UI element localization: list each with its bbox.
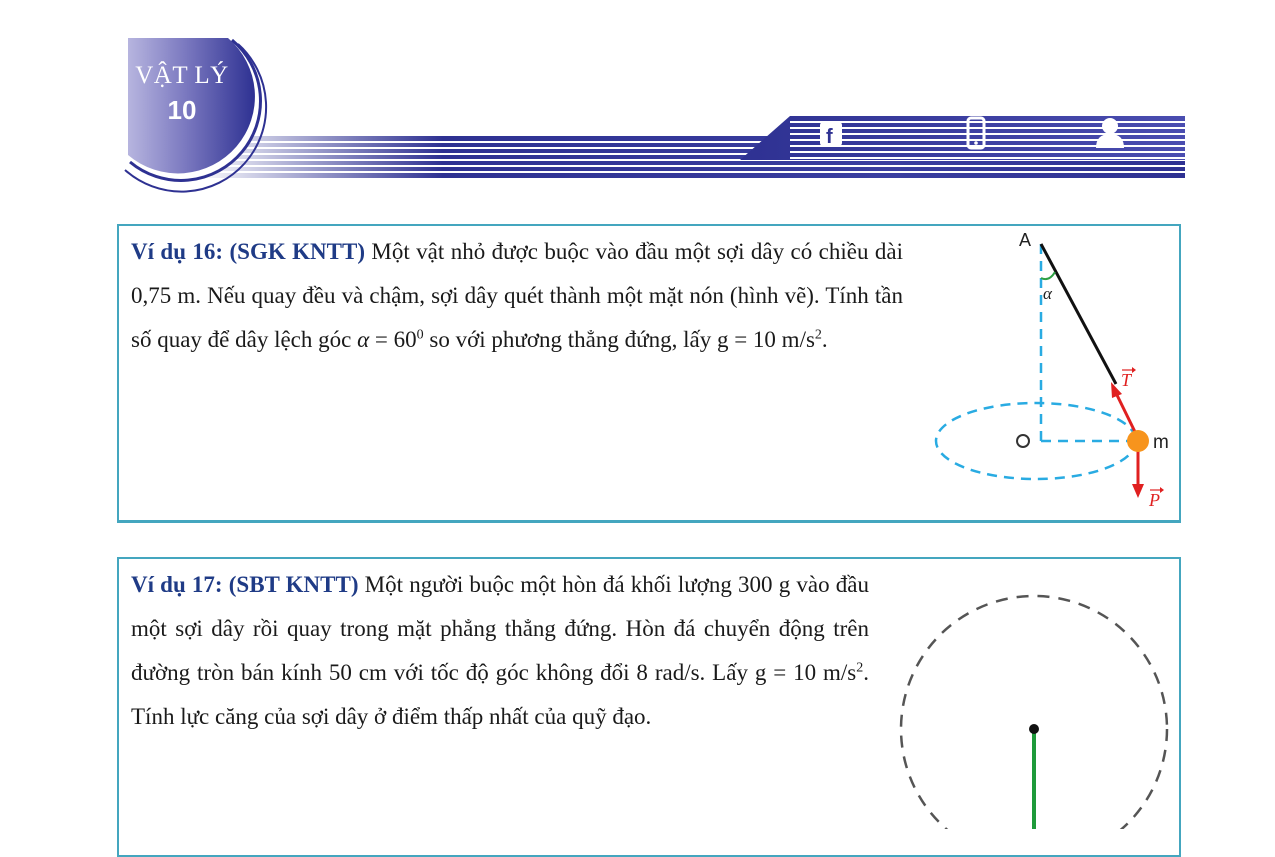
angle-arc: [1041, 272, 1055, 279]
unit-exponent-2: 2: [856, 660, 864, 676]
example-16-body-1: Một vật nhỏ được buộc vào đầu một sợi dây có chiều dài 0,75 m. Nếu quay đều và chậm, sợi dây quét thành một mặt nón (hình vẽ). Tính tần số quay để dây lệch góc: [131, 239, 903, 352]
example-17-label: Ví dụ 17: (SBT KNTT): [131, 572, 359, 597]
example-17-body-1: Một người buộc một hòn đá khối lượng 300 g vào đầu một sợi dây rồi quay trong mặt phẳng thẳng đứng. Hòn đá chuyển động trên đường tròn bán kính 50 cm với tốc độ góc không đổi 8 rad/s. Lấy g = 10 m/s: [131, 572, 869, 685]
conical-pendulum-figure: [931, 226, 1179, 520]
angle-symbol: α: [357, 327, 370, 352]
vertical-circle-figure: [889, 579, 1179, 829]
unit-exponent: 2: [814, 327, 822, 343]
example-17-text: [131, 563, 869, 739]
mass-ball: [1127, 430, 1149, 452]
weight-arrowhead: [1132, 484, 1144, 498]
example-16-box: [117, 224, 1181, 523]
svg-text:f: f: [826, 126, 833, 148]
pivot-point: [1029, 724, 1039, 734]
header-stripes: [195, 116, 1185, 178]
center-point: [1017, 435, 1029, 447]
point-a-label: A: [1019, 230, 1032, 250]
string-line: [1041, 244, 1116, 384]
example-16-end: .: [821, 327, 828, 352]
subject-title: VẬT LÝ: [135, 62, 229, 89]
angle-equation: = 60: [369, 327, 417, 352]
angle-degree: 0: [416, 327, 424, 343]
example-16-label: Ví dụ 16: (SGK KNTT): [131, 239, 365, 264]
example-17-body-2: . Tính lực căng của sợi dây ở điểm thấp nhất của quỹ đạo.: [131, 660, 869, 729]
tension-label: T: [1121, 370, 1132, 390]
orbit-ellipse: [936, 403, 1136, 479]
facebook-icon: [820, 122, 842, 148]
weight-label: P: [1149, 490, 1160, 510]
alpha-label: α: [1043, 284, 1052, 303]
example-16-text: [131, 230, 903, 362]
example-17-box: [117, 557, 1181, 857]
example-16-body-2: so với phương thẳng đứng, lấy g = 10 m/s: [423, 327, 815, 352]
grade-number: 10: [167, 95, 197, 125]
mass-label: m: [1153, 432, 1169, 453]
page-header: [0, 0, 1275, 200]
